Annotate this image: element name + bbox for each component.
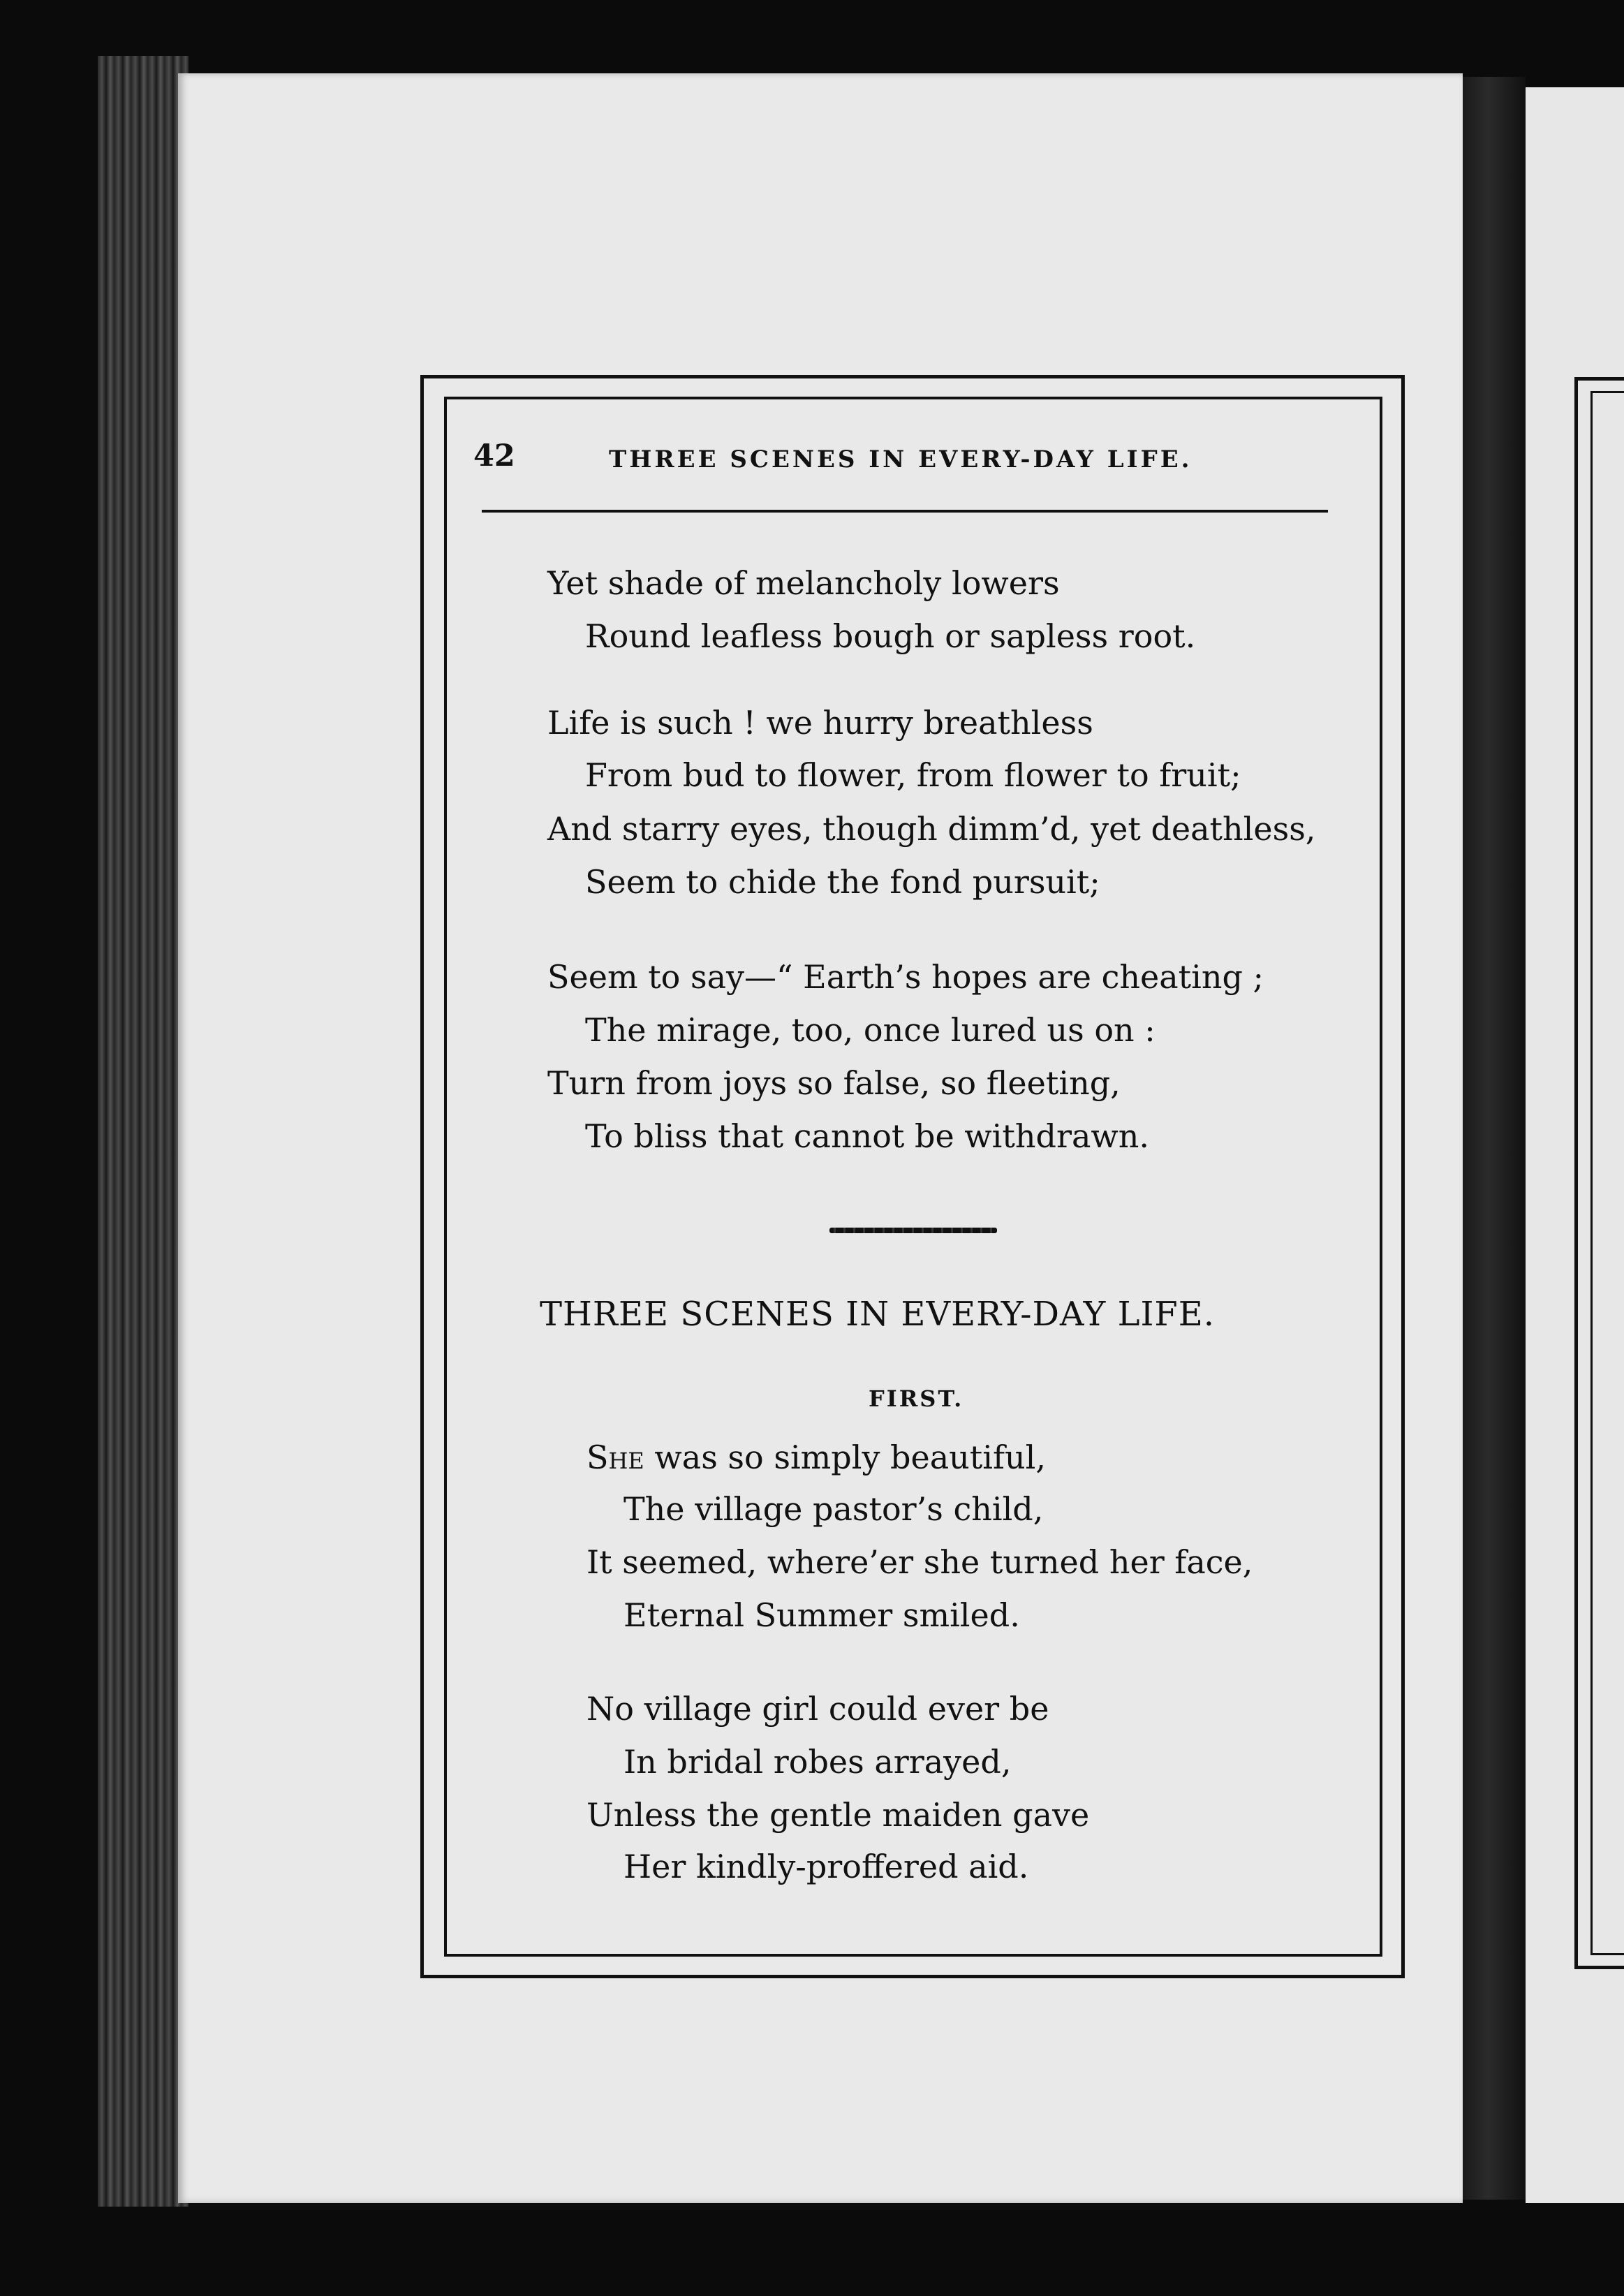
poem-line: And starry eyes, though dimm’d, yet deathless, xyxy=(547,810,1316,848)
poem-line: Yet shade of melancholy lowers xyxy=(547,564,1060,602)
section-divider xyxy=(829,1228,997,1233)
adjacent-page-frame-inner xyxy=(1590,391,1624,1955)
poem-line: Her kindly-proffered aid. xyxy=(623,1848,1029,1885)
poem-line: Unless the gentle maiden gave xyxy=(586,1796,1090,1834)
running-head: THREE SCENES IN EVERY-DAY LIFE. xyxy=(609,446,1193,473)
poem-line: Round leafless bough or sapless root. xyxy=(585,617,1196,655)
poem-line: Turn from joys so false, so fleeting, xyxy=(547,1064,1121,1102)
page-header xyxy=(473,439,1329,480)
header-rule xyxy=(482,510,1328,513)
book-edge xyxy=(98,56,189,2207)
poem-line: From bud to flower, from flower to fruit; xyxy=(585,756,1241,794)
poem-title: THREE SCENES IN EVERY-DAY LIFE. xyxy=(540,1295,1216,1334)
drop-word: She xyxy=(586,1438,644,1476)
section-heading: FIRST. xyxy=(869,1385,964,1412)
poem-line: No village girl could ever be xyxy=(586,1690,1049,1728)
poem-line: It seemed, where’er she turned her face, xyxy=(586,1543,1253,1581)
poem-line: In bridal robes arrayed, xyxy=(623,1743,1012,1781)
poem-line-rest: was so simply beautiful, xyxy=(644,1438,1046,1476)
book-gutter xyxy=(1463,77,1526,2200)
poem-line: To bliss that cannot be withdrawn. xyxy=(585,1117,1149,1155)
poem-line xyxy=(586,1438,1046,1476)
poem-line: The mirage, too, once lured us on : xyxy=(585,1011,1156,1049)
poem-line: Eternal Summer smiled. xyxy=(623,1596,1020,1634)
poem-line: Seem to chide the fond pursuit; xyxy=(585,863,1100,901)
page-number: 42 xyxy=(473,439,515,473)
poem-line: The village pastor’s child, xyxy=(623,1490,1044,1528)
poem-line: Seem to say—“ Earth’s hopes are cheating ; xyxy=(547,958,1264,996)
poem-line: Life is such ! we hurry breathless xyxy=(547,704,1093,742)
